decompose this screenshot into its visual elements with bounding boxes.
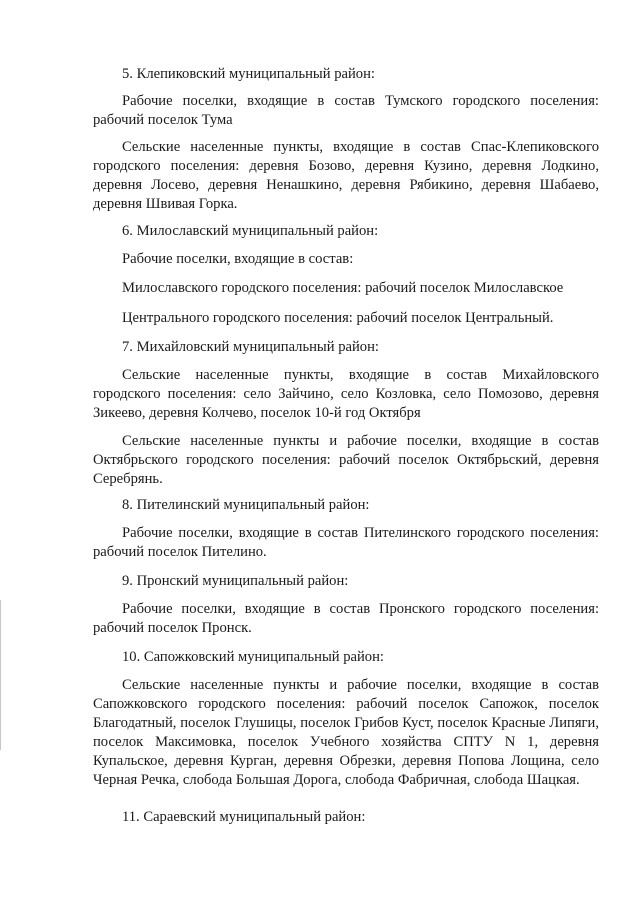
paragraph-oktyabrsky: Сельские населенные пункты и рабочие поселки, входящие в состав Октябрьского городского поселения: рабочий поселок Октябрьский, деревня Серебрянь. xyxy=(93,433,599,487)
section-heading-sapozhkovsky: 10. Сапожковский муниципальный район: xyxy=(122,649,384,665)
paragraph-tuma: Рабочие поселки, входящие в состав Тумского городского поселения: рабочий поселок Тума xyxy=(93,93,599,128)
paragraph-pitelino: Рабочие поселки, входящие в состав Пителинского городского поселения: рабочий поселок Пителино. xyxy=(93,525,599,560)
paragraph-mikhailov: Сельские населенные пункты, входящие в состав Михайловского городского поселения: село Зайчино, село Козловка, село Помозово, деревня Зикеево, деревня Колчево, поселок 10-й год Октября xyxy=(93,367,599,421)
paragraph-spas-klepikovsky: Сельские населенные пункты, входящие в состав Спас-Клепиковского городского поселения: деревня Бозово, деревня Кузино, деревня Лодкино, деревня Лосево, деревня Ненашкино, деревня Рябикино, деревня Шабаево, деревня Швивая Горка. xyxy=(93,139,599,212)
section-heading-miloslavsky: 6. Милославский муниципальный район: xyxy=(122,223,379,239)
section-heading-saraevsky: 11. Сараевский муниципальный район: xyxy=(122,809,366,825)
paragraph-sapozhok: Сельские населенные пункты и рабочие поселки, входящие в состав Сапожковского городского поселения: рабочий поселок Сапожок, поселок Благодатный, поселок Глушицы, поселок Грибов Куст, поселок Красные Липяги, поселок Максимовка, поселок Учебного хозяйства СПТУ N 1, деревня Купальское, деревня Курган, деревня Обрезки, деревня Попова Лощина, село Черная Речка, слобода Большая Дорога, слобода Фабричная, слобода Шацкая. xyxy=(93,677,599,788)
paragraph-pronsk: Рабочие поселки, входящие в состав Пронского городского поселения: рабочий поселок Пронск. xyxy=(93,601,599,636)
paragraph-miloslavskoe: Милославского городского поселения: рабочий поселок Милославское xyxy=(122,280,564,296)
scan-edge-mark xyxy=(0,600,1,750)
paragraph-tsentralny: Центрального городского поселения: рабочий поселок Центральный. xyxy=(122,310,554,326)
section-heading-pronsky: 9. Пронский муниципальный район: xyxy=(122,573,349,589)
section-heading-pitelinsky: 8. Пителинский муниципальный район: xyxy=(122,497,370,513)
section-heading-mikhailovsky: 7. Михайловский муниципальный район: xyxy=(122,339,379,355)
paragraph-workers-settlements: Рабочие поселки, входящие в состав: xyxy=(122,251,354,267)
section-heading-klepikovsky: 5. Клепиковский муниципальный район: xyxy=(122,66,375,82)
